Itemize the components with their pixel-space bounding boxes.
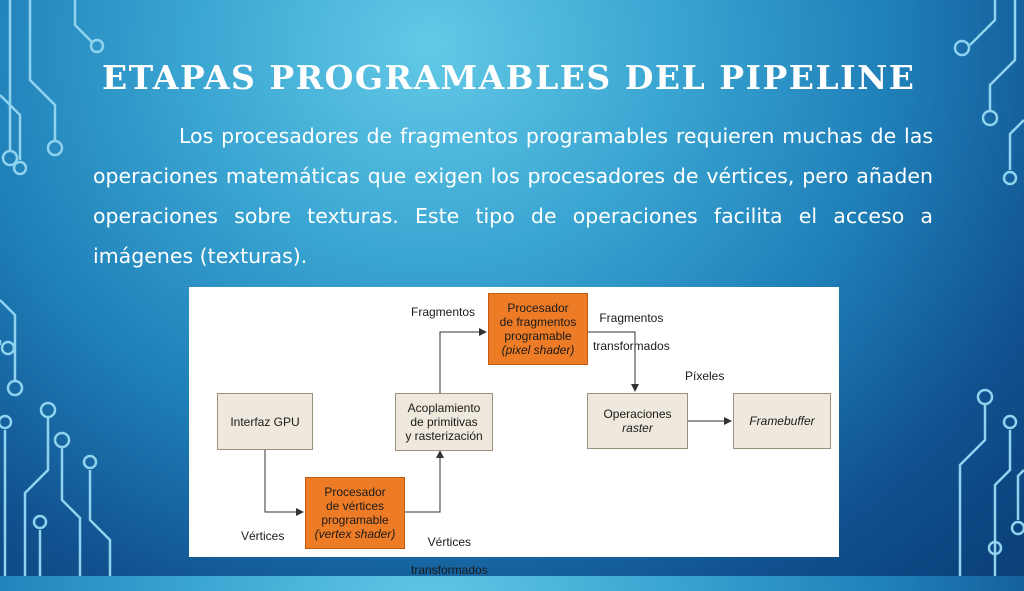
node-procesador-vertices-line3: programable (321, 513, 389, 527)
slide-paragraph: Los procesadores de fragmentos programables requieren muchas de las operaciones matemáticas que exigen los procesadores de vértices, pero añaden operaciones sobre texturas. Este tipo de operaciones facilita el acceso a imágenes (texturas). (93, 124, 933, 268)
node-interfaz-gpu-label: Interfaz GPU (230, 414, 300, 429)
edge-vertex-to-assembly (405, 451, 440, 512)
edge-label-fragmentos-transformados-line1: Fragmentos (599, 311, 664, 325)
node-operaciones-raster-line2: raster (622, 421, 653, 435)
node-procesador-fragmentos-line4: (pixel shader) (501, 343, 575, 357)
node-acoplamiento (395, 393, 493, 451)
node-procesador-fragmentos (488, 293, 588, 365)
slide-title: ETAPAS PROGRAMABLES DEL PIPELINE (102, 58, 916, 97)
node-operaciones-raster (587, 393, 688, 449)
edge-label-vertices-transformados-line2: transformados (411, 563, 488, 577)
edge-label-vertices-transformados-line1: Vértices (427, 535, 472, 549)
edge-label-fragmentos-transformados-line2: transformados (593, 339, 670, 353)
node-acoplamiento-line3: y rasterización (405, 429, 483, 443)
node-framebuffer (733, 393, 831, 449)
pipeline-diagram (189, 287, 839, 577)
node-procesador-vertices-line1: Procesador (324, 485, 386, 499)
edge-label-vertices: Vértices (241, 529, 285, 543)
edge-label-vertices-transformados (411, 521, 488, 591)
node-procesador-vertices (305, 477, 405, 549)
node-acoplamiento-line2: de primitivas (410, 415, 478, 429)
edge-label-fragmentos: Fragmentos (411, 305, 476, 319)
node-procesador-vertices-line2: de vértices (325, 499, 385, 513)
edge-label-pixeles: Píxeles (685, 369, 725, 383)
node-acoplamiento-line1: Acoplamiento (407, 401, 481, 415)
node-procesador-fragmentos-line1: Procesador (507, 301, 569, 315)
node-procesador-fragmentos-line2: de fragmentos (499, 315, 577, 329)
node-operaciones-raster-line1: Operaciones (603, 407, 672, 421)
node-framebuffer-label: Framebuffer (749, 414, 815, 428)
edge-label-fragmentos-transformados (593, 297, 670, 367)
node-procesador-vertices-line4: (vertex shader) (314, 527, 396, 541)
node-interfaz-gpu (217, 393, 313, 450)
edge-gpu-to-vertex (265, 450, 303, 512)
edge-assembly-to-fragment (440, 332, 486, 393)
node-procesador-fragmentos-line3: programable (504, 329, 572, 343)
